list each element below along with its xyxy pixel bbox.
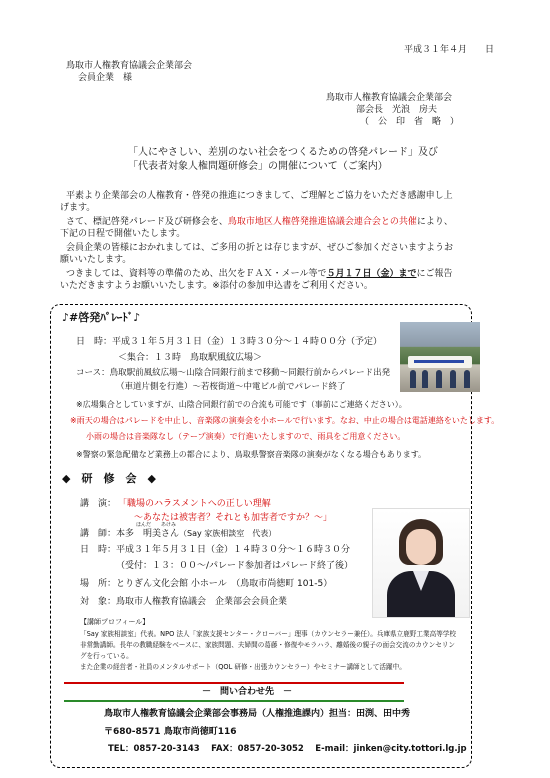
co-host-text: 鳥取市地区人権啓発推進協議会連合会との共催 (227, 217, 417, 227)
body-paragraph-4b: いただきますようお願いいたします。※添付の参加申込書をご利用ください。 (60, 281, 373, 291)
title-line-1: 「人にやさしい、差別のない社会をつくるための啓発パレード」及び (128, 147, 438, 158)
deadline-text: ５月１７日（金）まで (326, 269, 417, 279)
seminar-heading: ◆ 研 修 会 ◆ (62, 472, 156, 485)
contact-phone-fax-email: TEL：0857-20-3143 FAX：0857-20-3052 E-mail：jinken@city.tottori.lg.jp (108, 744, 467, 754)
profile-line-1: 「Say 家族相談室」代表。NPO 法人「家族支援センター・クローバー」理事（カウンセラー兼任）。兵庫県立鹿野工業高等学校 (80, 630, 456, 638)
parade-photo (400, 322, 480, 392)
banner-shape (408, 356, 472, 368)
profile-line-2: 非常勤講師。長年の教職経験をベースに、家族問題、夫婦間の葛藤・修復やモラハラ、離婚後の親子の面会交流のカウンセリン (80, 641, 455, 649)
parade-course: コース：鳥取駅前風紋広場～山陰合同銀行前まで移動～同銀行前からパレード出発 (76, 368, 391, 378)
seal-omitted: （ 公 印 省 略 ） (360, 117, 460, 127)
lecture-title-2: ～あなたは被害者？それとも加害者ですか？～」 (134, 513, 333, 523)
body-paragraph-2b: 下記の日程で開催いたします。 (60, 229, 186, 239)
contact-separator-bottom (64, 700, 404, 702)
profile-heading: 【講師プロフィール】 (80, 618, 150, 626)
parade-note-rain: ※雨天の場合はパレードを中止し、音楽隊の演奏会を小ホールで行います。なお、中止の場合は電話連絡をいたします。 (70, 416, 500, 425)
body-paragraph-1a: 平素より企業部会の人権教育・啓発の推進につきまして、ご理解とご協力をいただき感謝申し上 (66, 191, 453, 201)
contact-separator-top (64, 682, 404, 684)
lecturer-furigana: ほんだ あけみ (136, 522, 177, 528)
parade-note-1: ※広場集合としていますが、山陰合同銀行前での合流も可能です（事前にご連絡ください）。 (76, 400, 407, 409)
recipient-org: 鳥取市人権教育協議会企業部会 (66, 61, 193, 71)
parade-course-2: （車道片側を行進）～若桜街道～中電ビル前でパレード終了 (116, 382, 346, 392)
seminar-target: 対 象：鳥取市人権教育協議会 企業部会会員企業 (80, 597, 288, 607)
lecture-title-1: 「職場のハラスメントへの正しい理解 (118, 499, 271, 509)
lecturer: 講 師：本多 明美さん（Say 家族相談室 代表） (80, 529, 277, 539)
body-paragraph-1b: げます。 (60, 203, 96, 213)
lecturer-photo (372, 508, 470, 618)
contact-org: 鳥取市人権教育協議会企業部会事務局（人権推進課内）担当：田渕、田中秀 (104, 709, 411, 719)
profile-line-4: また企業の経営者・社員のメンタルサポート（QOL 研修・出張カウンセラー）やセミナー講師として活躍中。 (80, 663, 406, 671)
seminar-place: 場 所：とりぎん文化会館 小ホール （鳥取市尚徳町 101-5） (80, 579, 333, 589)
parade-datetime: 日 時：平成３１年５月３１日（金）１３時３０分～１４時００分（予定） (76, 337, 383, 347)
body-paragraph-3b: 願いいたします。 (60, 255, 132, 265)
contact-heading: － 問い合わせ先 － (202, 687, 293, 697)
contact-address: 〒680-8571 鳥取市尚徳町116 (104, 727, 237, 737)
seminar-reception: （受付：１３：００～/パレード参加者はパレード終了後） (116, 561, 354, 571)
recipient: 会員企業 様 (78, 73, 133, 83)
document-date: 平成３１年４月 日 (404, 45, 495, 55)
body-paragraph-2a: さて、標記啓発パレード及び研修会を、鳥取市地区人権啓発推進協議会連合会との共催により、 (66, 217, 453, 227)
body-paragraph-4a: つきましては、資料等の準備のため、出欠をＦＡＸ・メール等で５月１７日（金）までにご報告 (66, 269, 453, 279)
parade-note-light-rain: 小雨の場合は音楽隊なし（テープ演奏）で行進いたしますので、雨具をご用意ください。 (86, 432, 406, 441)
seminar-datetime: 日 時：平成３１年５月３１日（金）１４時３０分～１６時３０分 (80, 545, 351, 555)
parade-note-police: ※警察の緊急配備など業務上の都合により、鳥取県警察音楽隊の演奏がなくなる場合もあります。 (76, 450, 427, 459)
sender-org: 鳥取市人権教育協議会企業部会 (326, 93, 453, 103)
profile-line-3: グを行っている。 (80, 652, 133, 660)
parade-assembly: ＜集合：１３時 鳥取駅風紋広場＞ (118, 353, 263, 363)
body-paragraph-3a: 会員企業の皆様におかれましては、ご多用の折とは存じますが、ぜひご参加くださいますようお (66, 243, 454, 253)
parade-heading: ♪#啓発ﾊﾟﾚｰﾄﾞ♪ (62, 311, 141, 324)
lecture-label: 講 演： (80, 499, 117, 509)
sender-name: 部会長 光浪 房夫 (356, 105, 438, 115)
title-line-2: 「代表者対象人権問題研修会」の開催について（ご案内） (128, 161, 388, 172)
